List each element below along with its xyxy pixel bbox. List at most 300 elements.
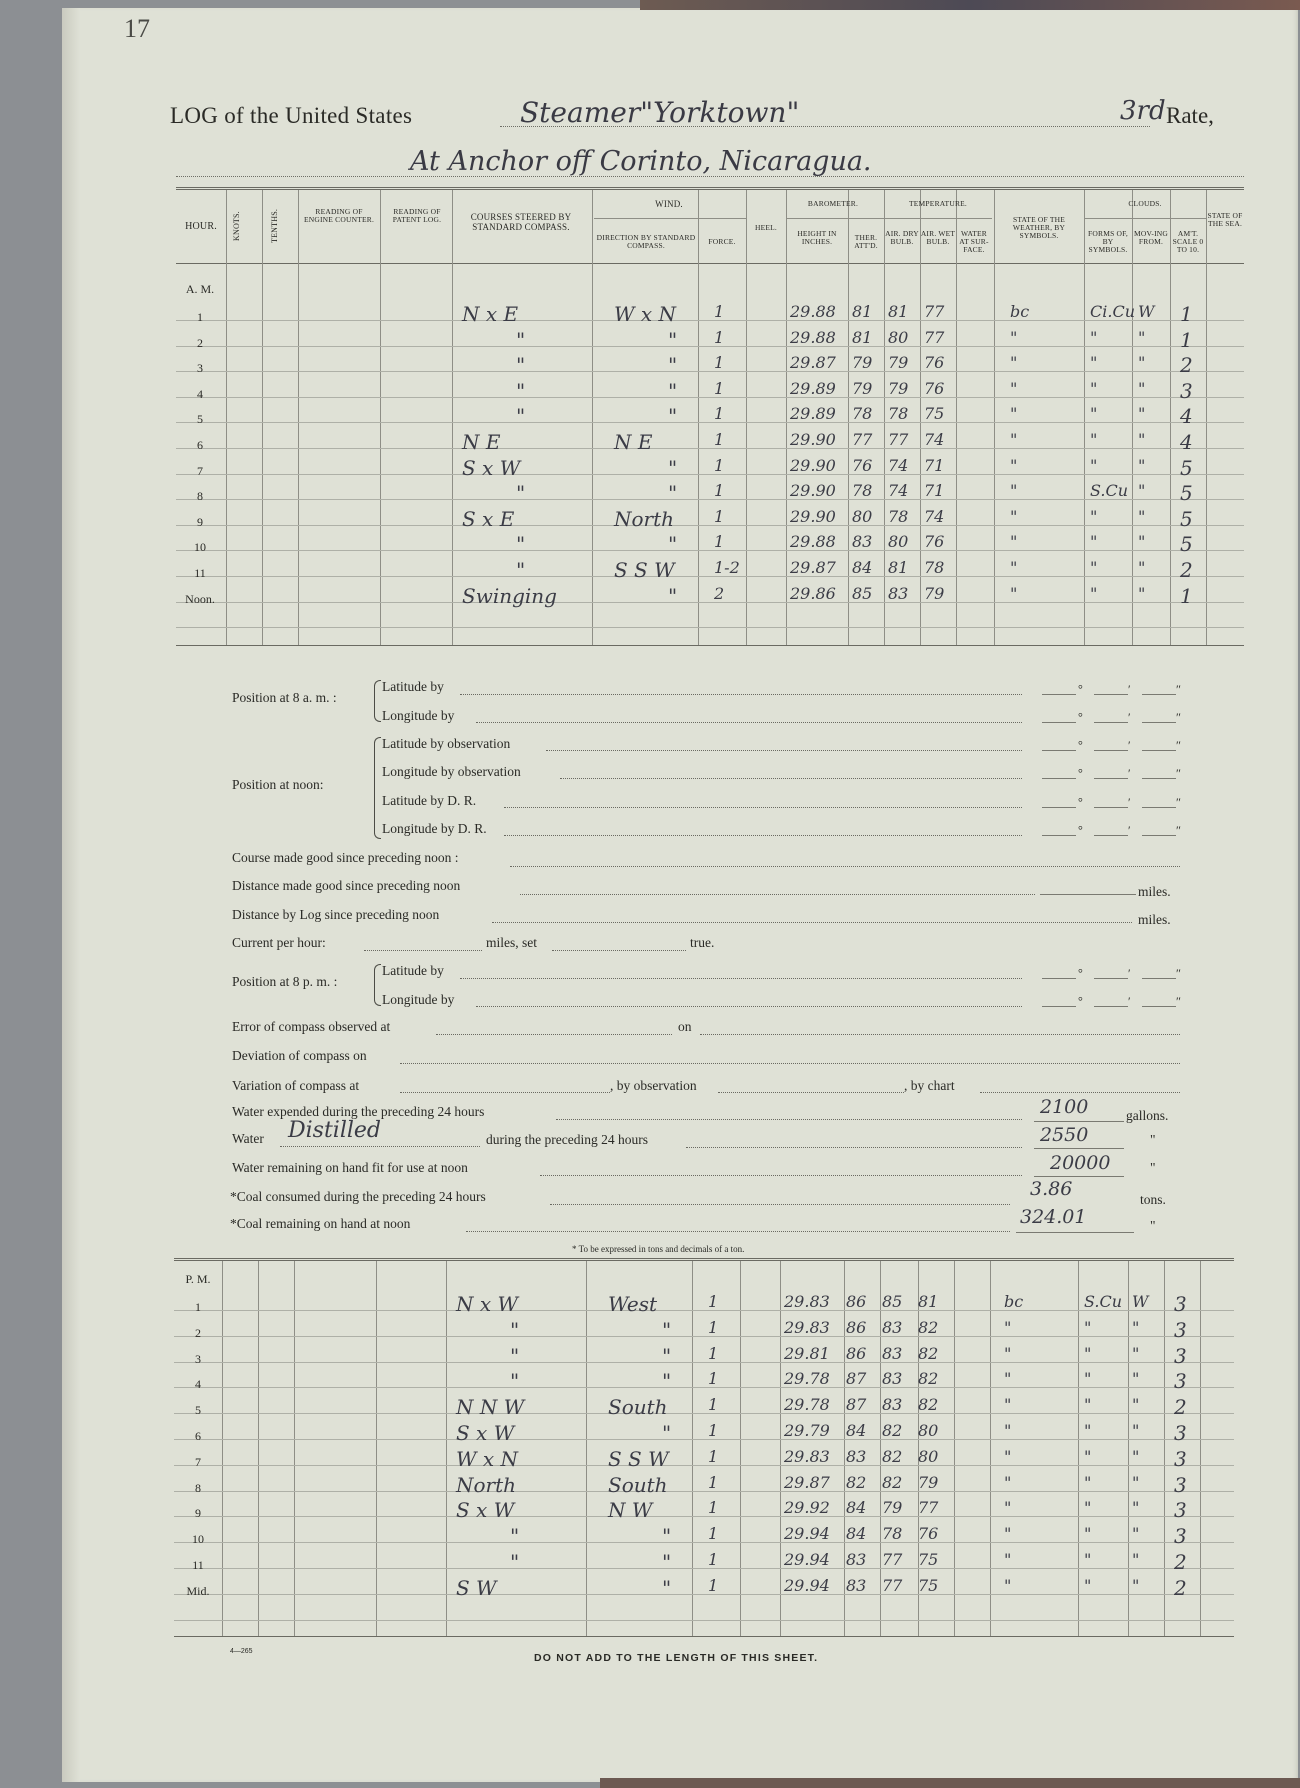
pm-column-line <box>780 1261 781 1636</box>
cell-dry: 83 <box>882 1395 903 1415</box>
cell-force: 1 <box>708 1421 719 1440</box>
cell-wind: " <box>668 481 678 506</box>
pm-top-rule <box>174 1258 1234 1261</box>
am-row-line <box>176 320 1244 321</box>
second-mark: ″ <box>1176 682 1181 696</box>
cell-baro: 29.88 <box>790 327 836 347</box>
cell-baro: 29.83 <box>784 1317 830 1337</box>
pm-row-line <box>174 1620 1234 1621</box>
water-distilled-value-line <box>1034 1148 1124 1149</box>
cell-baro: 29.78 <box>784 1395 830 1415</box>
position-noon-label: Position at noon: <box>232 777 324 792</box>
cell-wind: N W <box>608 1498 653 1523</box>
cell-ther: 87 <box>846 1369 867 1389</box>
cell-moving: W <box>1132 1292 1149 1311</box>
pm-row-line <box>174 1491 1234 1492</box>
cell-amount: 3 <box>1180 378 1193 403</box>
log-title: LOG of the United States <box>170 103 413 128</box>
degree-mark: ° <box>1078 682 1083 696</box>
row-hour: 9 <box>195 1506 201 1521</box>
cell-forms: " <box>1084 1498 1092 1518</box>
course-made-label: Course made good since preceding noon : <box>232 850 459 865</box>
deviation-line <box>400 1063 1180 1064</box>
degrees-blank <box>1042 750 1076 751</box>
pm-column-line <box>1078 1261 1079 1636</box>
distance-log-unit: miles. <box>1138 912 1171 927</box>
cell-weather: " <box>1004 1421 1012 1440</box>
cell-wind: North <box>614 506 675 531</box>
col-heel: HEEL. <box>754 223 778 232</box>
cell-course: " <box>510 1317 520 1342</box>
cell-moving: " <box>1138 506 1146 526</box>
cell-dry: 77 <box>882 1575 903 1595</box>
cell-wind: N E <box>614 430 653 454</box>
cell-moving: " <box>1132 1343 1140 1363</box>
cell-forms: " <box>1084 1524 1092 1544</box>
cell-forms: " <box>1090 327 1098 347</box>
water-distilled-value: 2550 <box>1040 1124 1089 1146</box>
cell-baro: 29.92 <box>784 1498 830 1518</box>
distance-made-value-line <box>1040 894 1136 895</box>
cell-baro: 29.90 <box>790 455 836 475</box>
row-hour: 7 <box>197 463 203 478</box>
col-dry-bulb: AIR. DRY BULB. <box>885 229 919 246</box>
pm-column-line <box>222 1261 223 1636</box>
cell-force: 1-2 <box>714 558 740 577</box>
brace-8pm <box>374 964 381 1006</box>
am-row-line <box>176 602 1244 603</box>
cell-force: 1 <box>708 1472 719 1492</box>
cell-wet: 77 <box>918 1498 939 1518</box>
pm-column-line <box>740 1261 741 1636</box>
cell-dry: 81 <box>888 302 909 321</box>
cell-dry: 74 <box>888 481 909 501</box>
cell-forms: " <box>1090 583 1098 603</box>
row-hour: 3 <box>197 361 203 376</box>
cell-amount: 3 <box>1174 1369 1187 1394</box>
cell-wind: South <box>608 1395 668 1420</box>
cell-moving: " <box>1138 481 1146 501</box>
cell-moving: " <box>1132 1446 1140 1466</box>
cell-moving: " <box>1138 404 1146 424</box>
seconds-blank <box>1142 978 1176 979</box>
cell-wet: 71 <box>924 455 945 475</box>
cell-forms: " <box>1084 1343 1092 1363</box>
minutes-blank <box>1094 722 1128 723</box>
cell-weather: " <box>1010 378 1018 398</box>
cell-wind: " <box>668 327 678 352</box>
minute-mark: ′ <box>1128 795 1131 809</box>
row-hour: 6 <box>195 1429 201 1443</box>
cell-forms: " <box>1084 1550 1092 1569</box>
cell-weather: " <box>1010 327 1018 347</box>
cell-weather: " <box>1004 1317 1012 1337</box>
row-hour: 7 <box>195 1454 201 1469</box>
cell-amount: 1 <box>1180 302 1193 326</box>
lat-8am-label: Latitude by <box>382 679 444 694</box>
cell-baro: 29.89 <box>790 404 836 424</box>
cell-ther: 84 <box>846 1524 867 1544</box>
coal-remaining-value-line <box>1016 1232 1134 1233</box>
degree-mark: ° <box>1078 823 1083 837</box>
cell-wet: 82 <box>918 1317 939 1337</box>
pm-column-line <box>1128 1261 1129 1636</box>
pm-row-line <box>174 1465 1234 1466</box>
col-wind: WIND. <box>655 199 683 209</box>
cell-forms: " <box>1084 1395 1092 1415</box>
cell-wind: " <box>668 378 678 403</box>
cell-amount: 4 <box>1180 404 1193 429</box>
current-line <box>364 950 482 951</box>
pm-row-line <box>174 1542 1234 1543</box>
degree-mark: ° <box>1078 795 1083 809</box>
cell-weather: " <box>1004 1472 1012 1492</box>
long-8am-label: Longitude by <box>382 708 455 723</box>
minute-mark: ′ <box>1128 738 1131 752</box>
cell-course: " <box>516 404 526 429</box>
col-barometer: BAROMETER. <box>807 199 859 208</box>
cell-moving: " <box>1132 1575 1140 1595</box>
pm-column-line <box>376 1261 377 1636</box>
col-patent-log: READING OF PATENT LOG. <box>392 207 442 224</box>
cell-baro: 29.87 <box>790 558 836 577</box>
second-mark: ″ <box>1176 766 1181 780</box>
coordinate-dotted-line <box>460 694 1022 695</box>
col-water-surface: WATER AT SUR-FACE. <box>959 229 989 254</box>
cell-force: 1 <box>708 1575 719 1595</box>
cell-wet: 80 <box>918 1421 939 1440</box>
am-row-line <box>176 576 1244 577</box>
pm-row-line <box>174 1336 1234 1337</box>
cell-forms: " <box>1090 506 1098 526</box>
pm-column-line <box>446 1261 447 1636</box>
pm-row-line <box>174 1439 1234 1440</box>
cell-wind: W x N <box>614 302 677 326</box>
cell-ther: 86 <box>846 1343 867 1363</box>
cell-moving: " <box>1138 558 1146 577</box>
cell-ther: 84 <box>846 1498 867 1518</box>
row-hour: 6 <box>197 438 203 452</box>
col-wind-direction: DIRECTION BY STANDARD COMPASS. <box>596 233 696 250</box>
degrees-blank <box>1042 835 1076 836</box>
coordinate-dotted-line <box>546 750 1022 751</box>
col-clouds: CLOUDS. <box>1128 199 1162 208</box>
cell-course: " <box>516 532 526 557</box>
cell-weather: " <box>1010 558 1018 577</box>
location-text: At Anchor off Corinto, Nicaragua. <box>410 146 872 177</box>
cell-moving: " <box>1138 430 1146 449</box>
cell-wind: " <box>668 455 678 480</box>
cell-course: N x E <box>462 302 519 326</box>
baro-sub-rule <box>786 218 992 219</box>
cell-course: " <box>516 353 526 378</box>
long-obs-label: Longitude by observation <box>382 764 521 779</box>
cell-wet: 78 <box>924 558 945 577</box>
cell-dry: 82 <box>882 1446 903 1466</box>
cell-ther: 87 <box>846 1395 867 1415</box>
pm-row-line <box>174 1362 1234 1363</box>
cell-force: 1 <box>708 1446 719 1466</box>
cell-moving: " <box>1138 583 1146 603</box>
am-row-line <box>176 371 1244 372</box>
row-hour: Noon. <box>185 591 215 606</box>
cell-baro: 29.94 <box>784 1575 830 1595</box>
coordinate-dotted-line <box>504 807 1022 808</box>
cell-forms: " <box>1090 430 1098 449</box>
vessel-name: Steamer"Yorktown" <box>520 96 800 129</box>
cell-ther: 82 <box>846 1472 867 1492</box>
cell-weather: " <box>1004 1550 1012 1569</box>
cell-weather: " <box>1004 1369 1012 1389</box>
cell-wind: " <box>668 532 678 557</box>
current-miles-set: miles, set <box>486 935 537 950</box>
coal-remaining-line <box>466 1231 1010 1232</box>
course-made-line <box>510 866 1180 867</box>
long-dr-label: Longitude by D. R. <box>382 821 487 836</box>
clouds-sub-rule <box>1084 218 1206 219</box>
cell-ther: 77 <box>852 430 873 449</box>
cell-dry: 77 <box>882 1550 903 1569</box>
cell-baro: 29.81 <box>784 1343 830 1363</box>
cell-dry: 81 <box>888 558 909 577</box>
cell-wet: 80 <box>918 1446 939 1466</box>
cell-wind: " <box>662 1524 672 1549</box>
cell-wet: 75 <box>924 404 945 424</box>
cell-wet: 76 <box>924 353 945 373</box>
pm-bottom-rule <box>174 1636 1234 1637</box>
cell-course: Swinging <box>462 583 557 608</box>
pm-row-line <box>174 1568 1234 1569</box>
cell-force: 1 <box>714 430 725 449</box>
cell-force: 1 <box>714 481 725 501</box>
second-mark: ″ <box>1176 738 1181 752</box>
cell-ther: 78 <box>852 404 873 424</box>
degree-mark: ° <box>1078 710 1083 724</box>
water-remaining-line <box>540 1175 1022 1176</box>
cell-weather: bc <box>1004 1292 1024 1311</box>
cell-baro: 29.78 <box>784 1369 830 1389</box>
degree-mark: ° <box>1078 966 1083 980</box>
cell-course: " <box>510 1369 520 1394</box>
cell-wet: 74 <box>924 506 945 526</box>
cell-ther: 84 <box>846 1421 867 1440</box>
am-row-line <box>176 422 1244 423</box>
water-remaining-value-line <box>1034 1176 1124 1177</box>
second-mark: ″ <box>1176 994 1181 1008</box>
row-hour: 5 <box>197 412 203 427</box>
coal-remaining-value: 324.01 <box>1020 1206 1087 1228</box>
cell-weather: " <box>1010 353 1018 373</box>
cell-ther: 78 <box>852 481 873 501</box>
cell-forms: Ci.Cu <box>1090 302 1135 321</box>
cell-wind: " <box>662 1369 672 1394</box>
variation-by-observation: , by observation <box>610 1078 697 1093</box>
seconds-blank <box>1142 835 1176 836</box>
pm-column-line <box>586 1261 587 1636</box>
degrees-blank <box>1042 778 1076 779</box>
coal-consumed-unit: tons. <box>1140 1192 1166 1207</box>
cell-forms: " <box>1090 455 1098 475</box>
cell-force: 2 <box>714 583 725 603</box>
second-mark: ″ <box>1176 795 1181 809</box>
cell-wind: " <box>668 353 678 378</box>
cell-moving: " <box>1138 353 1146 373</box>
cell-course: N N W <box>456 1395 525 1420</box>
pm-row-line <box>174 1516 1234 1517</box>
cell-wind: " <box>662 1575 672 1600</box>
cell-wind: South <box>608 1472 668 1497</box>
col-wet-bulb: AIR. WET BULB. <box>920 229 956 246</box>
col-hour: HOUR. <box>185 221 217 232</box>
cell-baro: 29.90 <box>790 430 836 449</box>
cell-dry: 78 <box>888 506 909 526</box>
cell-course: S x E <box>462 506 515 531</box>
form-number: 4—265 <box>230 1648 253 1655</box>
coordinate-dotted-line <box>460 978 1022 979</box>
cell-baro: 29.88 <box>790 532 836 552</box>
cell-amount: 3 <box>1174 1524 1187 1549</box>
am-bottom-rule <box>176 645 1244 646</box>
row-hour: 11 <box>192 1558 204 1572</box>
water-expended-label: Water expended during the preceding 24 hours <box>232 1104 485 1119</box>
cell-wind: " <box>662 1550 672 1574</box>
cell-dry: 79 <box>882 1498 903 1518</box>
cell-wind: S S W <box>614 558 675 582</box>
cell-force: 1 <box>708 1317 719 1337</box>
cell-weather: " <box>1004 1343 1012 1363</box>
rate-label: Rate, <box>1166 103 1214 128</box>
degree-mark: ° <box>1078 766 1083 780</box>
cell-moving: " <box>1132 1550 1140 1569</box>
cell-baro: 29.89 <box>790 378 836 398</box>
cell-wind: " <box>662 1421 672 1445</box>
cell-forms: " <box>1084 1369 1092 1389</box>
cell-course: " <box>510 1343 520 1368</box>
cell-wet: 82 <box>918 1369 939 1389</box>
cell-ther: 79 <box>852 378 873 398</box>
cell-amount: 1 <box>1180 327 1193 352</box>
cell-ther: 84 <box>852 558 873 577</box>
row-hour: 1 <box>197 310 203 324</box>
water-during-line <box>686 1147 1022 1148</box>
cell-ther: 81 <box>852 327 873 347</box>
current-true: true. <box>690 935 715 950</box>
degrees-blank <box>1042 807 1076 808</box>
error-compass-line <box>436 1034 672 1035</box>
row-hour: 5 <box>195 1403 201 1418</box>
cell-weather: bc <box>1010 302 1030 321</box>
cell-moving: " <box>1132 1369 1140 1389</box>
cell-moving: " <box>1132 1472 1140 1492</box>
am-row-line <box>176 550 1244 551</box>
coordinate-dotted-line <box>504 835 1022 836</box>
cell-course: S W <box>456 1575 497 1600</box>
long-8pm-label: Longitude by <box>382 992 455 1007</box>
book-cover-top <box>640 0 1300 10</box>
row-hour: 3 <box>195 1351 201 1366</box>
cell-amount: 3 <box>1174 1446 1187 1471</box>
col-tenths: TENTHS. <box>270 208 279 244</box>
row-hour: 4 <box>197 386 203 401</box>
cell-weather: " <box>1004 1498 1012 1518</box>
col-knots: KNOTS. <box>232 211 241 241</box>
cell-dry: 78 <box>888 404 909 424</box>
cell-forms: " <box>1084 1317 1092 1337</box>
water-remaining-value: 20000 <box>1050 1152 1111 1174</box>
cell-dry: 80 <box>888 532 909 552</box>
cell-dry: 82 <box>882 1472 903 1492</box>
seconds-blank <box>1142 722 1176 723</box>
minute-mark: ′ <box>1128 966 1131 980</box>
minutes-blank <box>1094 1006 1128 1007</box>
cell-amount: 5 <box>1180 481 1193 506</box>
am-label: A. M. <box>185 282 215 296</box>
cell-forms: " <box>1090 404 1098 424</box>
cell-ther: 83 <box>852 532 873 552</box>
pm-column-line <box>1164 1261 1165 1636</box>
cell-wind: West <box>608 1292 658 1316</box>
distance-made-unit: miles. <box>1138 884 1171 899</box>
cell-wind: " <box>662 1317 672 1342</box>
cell-baro: 29.94 <box>784 1524 830 1544</box>
cell-weather: " <box>1004 1524 1012 1544</box>
cell-baro: 29.90 <box>790 481 836 501</box>
cell-ther: 76 <box>852 455 873 475</box>
cell-baro: 29.90 <box>790 506 836 526</box>
cell-moving: " <box>1138 378 1146 398</box>
coordinate-dotted-line <box>476 1006 1022 1007</box>
cell-forms: " <box>1084 1421 1092 1440</box>
am-row-line <box>176 499 1244 500</box>
cell-dry: 77 <box>888 430 909 449</box>
row-hour: 10 <box>192 1532 204 1547</box>
minute-mark: ′ <box>1128 766 1131 780</box>
cell-ther: 86 <box>846 1292 867 1311</box>
am-row-line <box>176 474 1244 475</box>
error-compass-on: on <box>678 1019 692 1034</box>
row-hour: 8 <box>197 489 203 504</box>
cell-weather: " <box>1004 1446 1012 1466</box>
cell-moving: " <box>1132 1317 1140 1337</box>
water-remaining-ditto: " <box>1150 1160 1156 1175</box>
pm-row-line <box>174 1310 1234 1311</box>
water-expended-value: 2100 <box>1040 1096 1089 1118</box>
cell-ther: 81 <box>852 302 873 321</box>
cell-dry: 74 <box>888 455 909 475</box>
minute-mark: ′ <box>1128 710 1131 724</box>
am-row-line <box>176 627 1244 628</box>
cell-wet: 79 <box>918 1472 939 1492</box>
cell-dry: 83 <box>882 1343 903 1363</box>
error-compass-on-line <box>700 1034 1180 1035</box>
cell-forms: " <box>1090 353 1098 373</box>
col-weather: STATE OF THE WEATHER, BY SYMBOLS. <box>1012 215 1066 240</box>
degrees-blank <box>1042 694 1076 695</box>
am-row-line <box>176 397 1244 398</box>
degree-mark: ° <box>1078 738 1083 752</box>
cell-course: " <box>516 558 526 582</box>
cell-ther: 86 <box>846 1317 867 1337</box>
cell-force: 1 <box>714 506 725 526</box>
seconds-blank <box>1142 750 1176 751</box>
cell-wet: 75 <box>918 1575 939 1595</box>
cell-force: 1 <box>708 1498 719 1518</box>
pm-column-line <box>692 1261 693 1636</box>
water-during-label: during the preceding 24 hours <box>486 1132 648 1147</box>
current-label: Current per hour: <box>232 935 326 950</box>
col-baro-height: HEIGHT IN INCHES. <box>797 229 837 246</box>
rate-value: 3rd <box>1120 96 1166 126</box>
